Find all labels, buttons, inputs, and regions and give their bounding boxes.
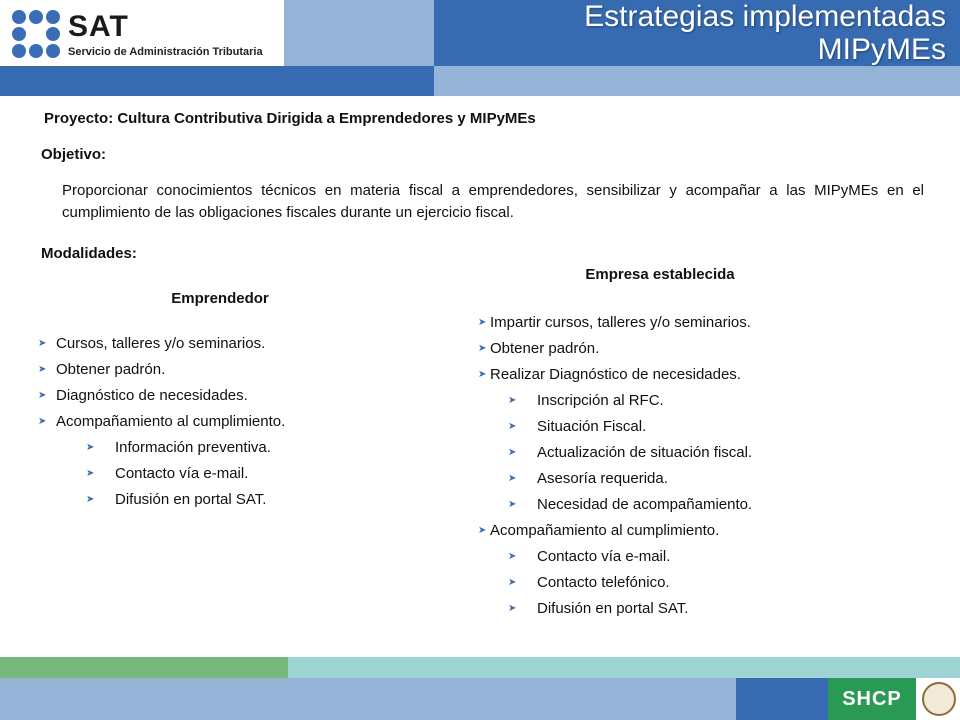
objective-text: Proporcionar conocimientos técnicos en materia fiscal a emprendedores, sensibilizar y acompañar a las MIPyMEs en el cumplimiento de las obligaciones fiscales durante un ejercicio fiscal. [62, 182, 924, 221]
list-item [38, 435, 438, 461]
empresa-title: Empresa establecida [585, 266, 735, 283]
list-item-text: Acompañamiento al cumplimiento. [56, 413, 286, 430]
arrow-bullet-icon: ➤ [478, 317, 487, 328]
list-item [478, 570, 938, 596]
list-item-text: Acompañamiento al cumplimiento. [490, 522, 720, 539]
shcp-logo: SHCP [828, 678, 916, 720]
footer-green-bar [0, 657, 288, 678]
list-item-text: Contacto vía e-mail. [115, 465, 249, 482]
sat-logo-icon [12, 10, 60, 58]
list-item [478, 336, 938, 362]
list-item-text: Difusión en portal SAT. [537, 600, 689, 617]
emprendedor-list [38, 331, 438, 513]
arrow-bullet-icon: ➤ [508, 603, 517, 614]
arrow-bullet-icon: ➤ [508, 395, 517, 406]
arrow-bullet-icon: ➤ [86, 442, 95, 453]
sat-logo [12, 8, 280, 60]
list-item-text: Impartir cursos, talleres y/o seminarios. [490, 314, 751, 331]
list-item-text: Situación Fiscal. [537, 418, 647, 435]
list-item [478, 492, 938, 518]
footer-teal-bar [288, 657, 960, 678]
arrow-bullet-icon: ➤ [38, 364, 47, 375]
emprendedor-title: Emprendedor [171, 290, 269, 307]
empresa-list [478, 310, 938, 622]
arrow-bullet-icon: ➤ [478, 525, 487, 536]
list-item-text: Información preventiva. [115, 439, 271, 456]
list-item [478, 518, 938, 544]
page-title-line2: MIPyMEs [817, 33, 946, 66]
logo-subtitle: Servicio de Administración Tributaria [68, 46, 263, 58]
list-item [38, 409, 438, 435]
arrow-bullet-icon: ➤ [478, 343, 487, 354]
list-item [478, 466, 938, 492]
list-item [38, 331, 438, 357]
arrow-bullet-icon: ➤ [38, 416, 47, 427]
modalities-label: Modalidades: [41, 245, 137, 262]
page-title [584, 0, 946, 66]
list-item-text: Obtener padrón. [56, 361, 166, 378]
arrow-bullet-icon: ➤ [86, 468, 95, 479]
objective-label: Objetivo: [41, 146, 107, 163]
list-item-text: Contacto vía e-mail. [537, 548, 671, 565]
list-item-text: Realizar Diagnóstico de necesidades. [490, 366, 741, 383]
arrow-bullet-icon: ➤ [478, 369, 487, 380]
logo-word: SAT [68, 10, 129, 43]
list-item-text: Inscripción al RFC. [537, 392, 664, 409]
mexico-seal-icon [922, 682, 956, 716]
header-strip-light [434, 66, 960, 96]
list-item [478, 440, 938, 466]
list-item-text: Actualización de situación fiscal. [537, 444, 753, 461]
list-item [478, 362, 938, 388]
list-item [478, 596, 938, 622]
list-item [38, 461, 438, 487]
list-item-text: Obtener padrón. [490, 340, 600, 357]
list-item-text: Cursos, talleres y/o seminarios. [56, 335, 266, 352]
footer-blue-bar [0, 678, 736, 720]
project-heading: Proyecto: Cultura Contributiva Dirigida a Emprendedores y MIPyMEs [44, 110, 536, 127]
arrow-bullet-icon: ➤ [508, 447, 517, 458]
list-item [478, 388, 938, 414]
footer-dark-block [736, 678, 828, 720]
page-title-line1: Estrategias implementadas [584, 0, 946, 33]
list-item-text: Diagnóstico de necesidades. [56, 387, 248, 404]
list-item [478, 414, 938, 440]
list-item-text: Difusión en portal SAT. [115, 491, 267, 508]
list-item-text: Necesidad de acompañamiento. [537, 496, 753, 513]
arrow-bullet-icon: ➤ [508, 421, 517, 432]
header-light-block [284, 0, 434, 66]
list-item [478, 544, 938, 570]
list-item [478, 310, 938, 336]
arrow-bullet-icon: ➤ [508, 577, 517, 588]
arrow-bullet-icon: ➤ [38, 390, 47, 401]
list-item-text: Asesoría requerida. [537, 470, 668, 487]
header-strip-dark [0, 66, 434, 96]
list-item [38, 357, 438, 383]
mexico-seal [916, 678, 960, 720]
list-item [38, 383, 438, 409]
arrow-bullet-icon: ➤ [38, 338, 47, 349]
arrow-bullet-icon: ➤ [508, 473, 517, 484]
arrow-bullet-icon: ➤ [508, 551, 517, 562]
list-item-text: Contacto telefónico. [537, 574, 670, 591]
arrow-bullet-icon: ➤ [86, 494, 95, 505]
list-item [38, 487, 438, 513]
arrow-bullet-icon: ➤ [508, 499, 517, 510]
